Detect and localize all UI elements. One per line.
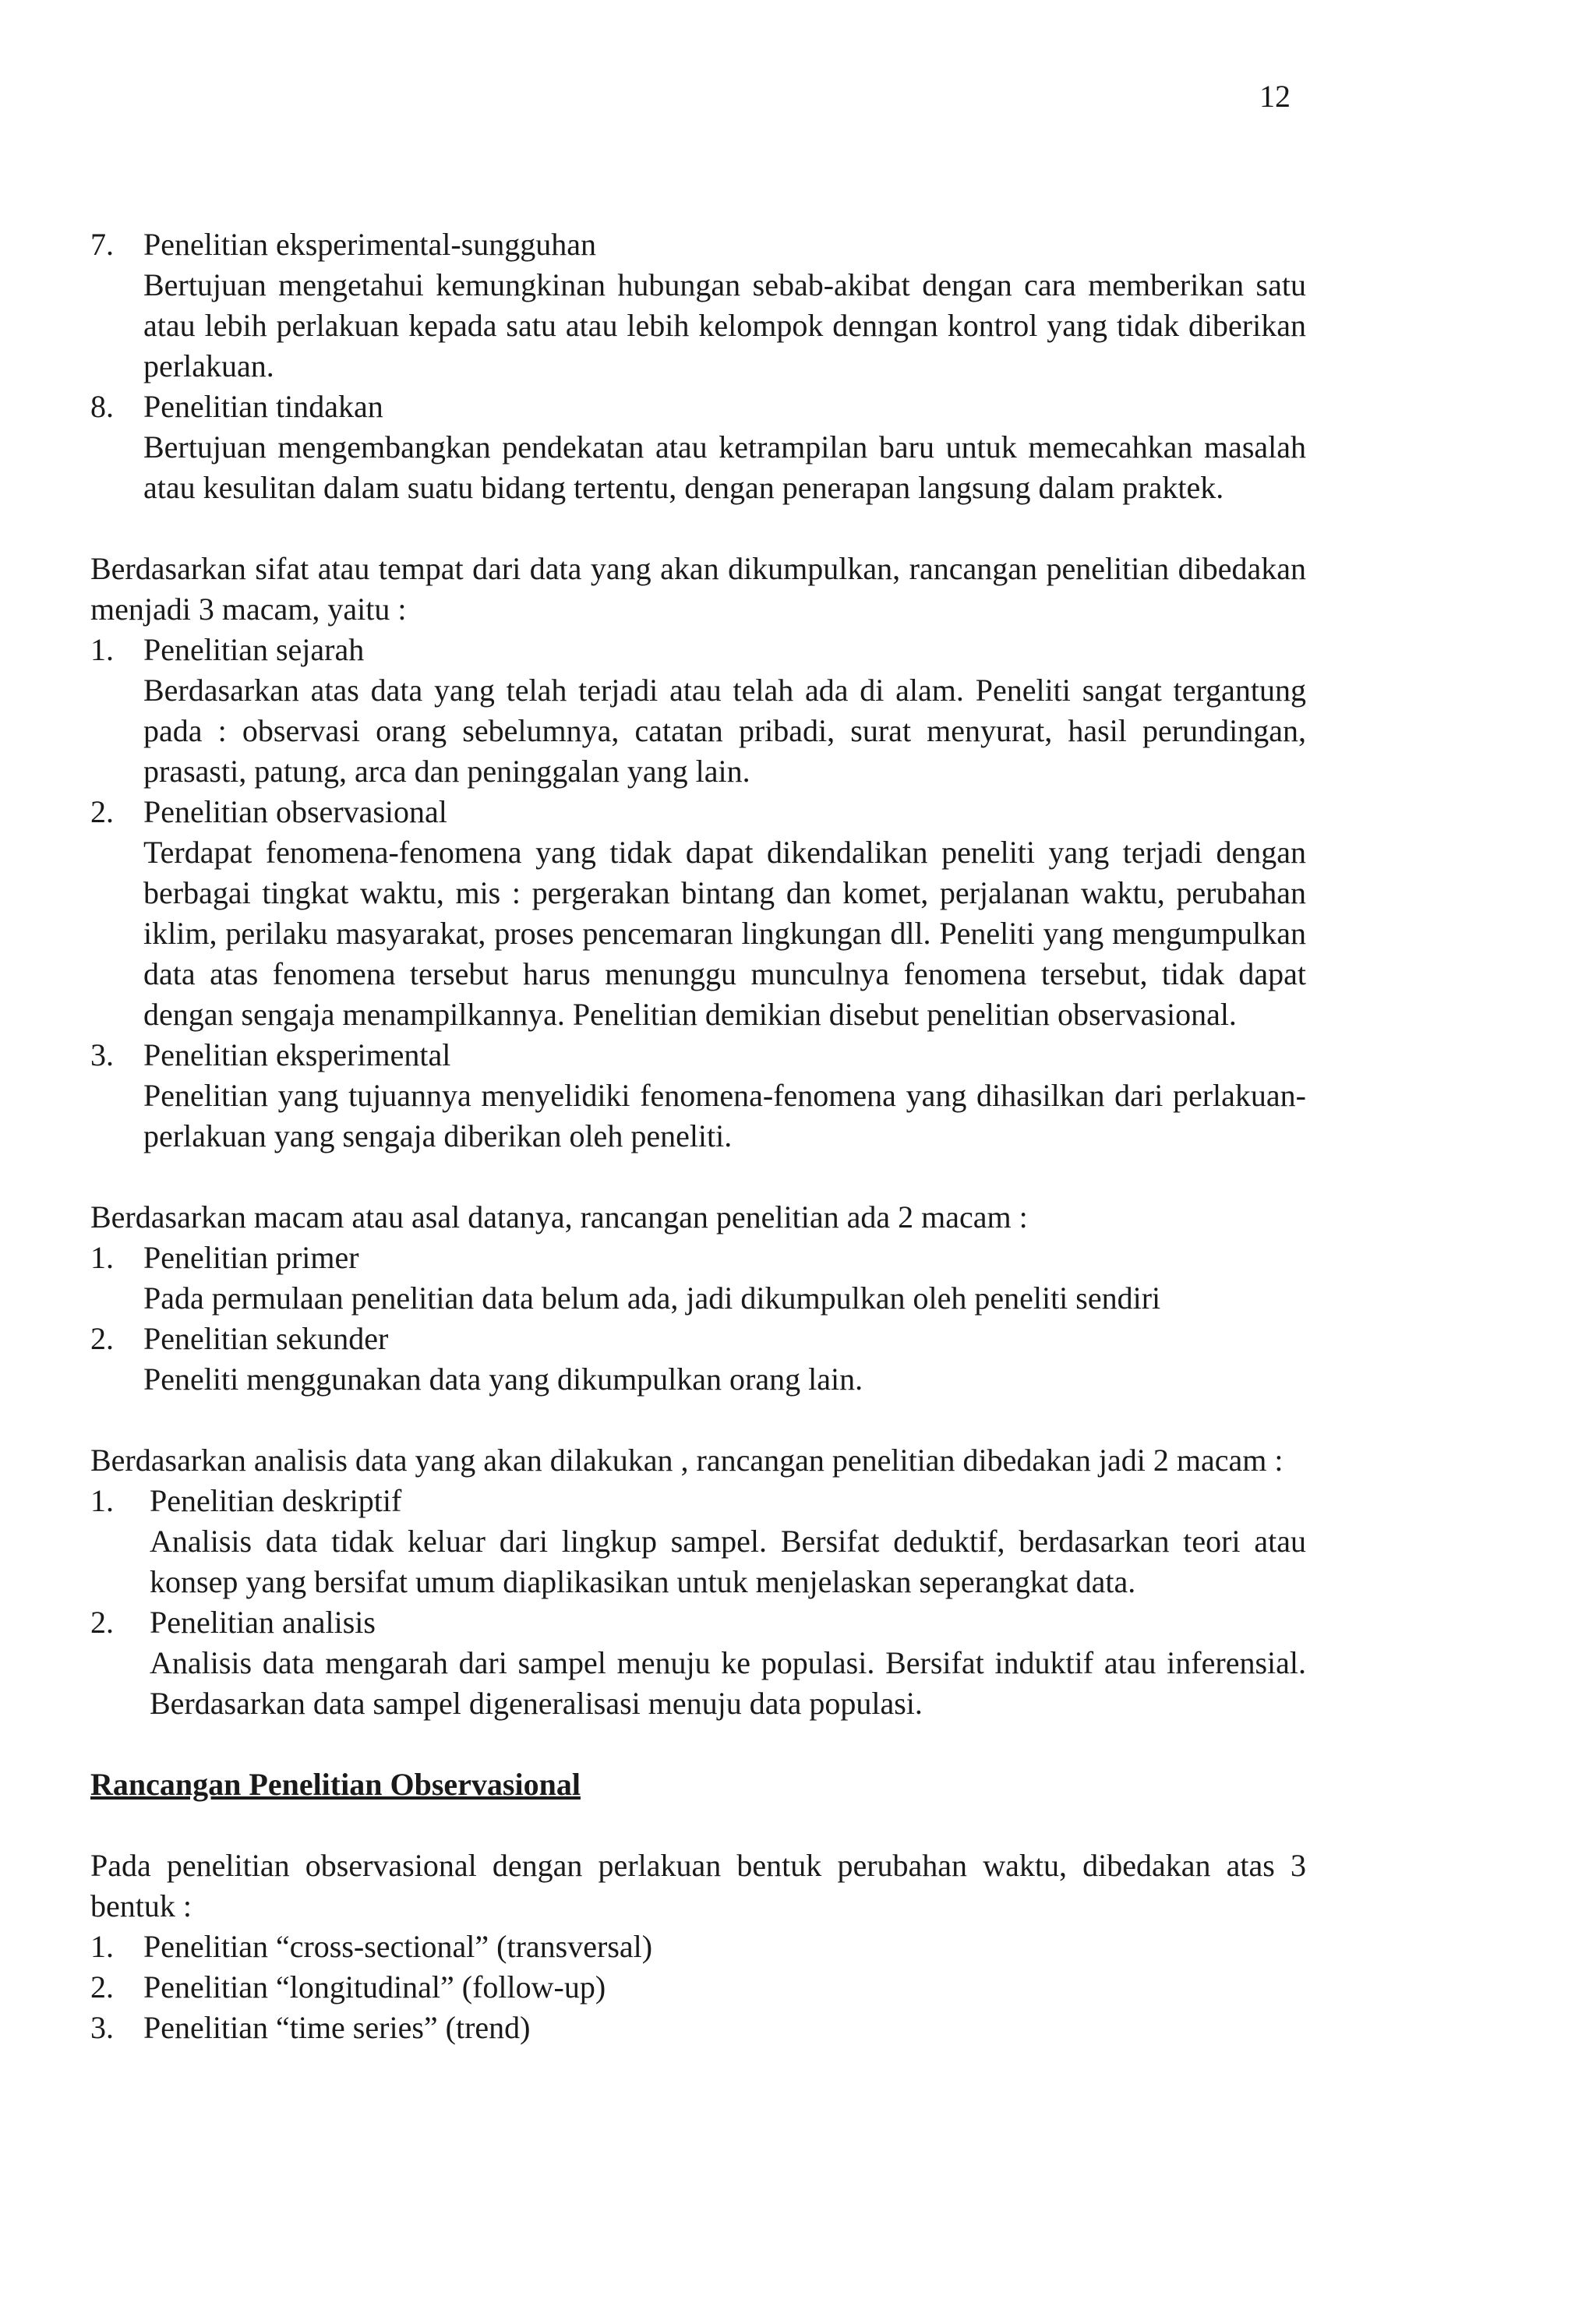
item-title: Penelitian analisis: [150, 1605, 376, 1640]
list-item: [90, 2008, 1306, 2048]
item-text: Penelitian “cross-sectional” (transversal): [143, 1929, 653, 1964]
intro-paragraph: Pada penelitian observasional dengan perlakuan bentuk perubahan waktu, dibedakan atas 3 bentuk :: [90, 1848, 1306, 1923]
item-number: 1.: [90, 1929, 114, 1964]
item-number: 2.: [90, 794, 114, 829]
item-number: 8.: [90, 389, 114, 424]
list-item: [90, 1481, 1306, 1602]
list-item: [90, 224, 1306, 387]
list-item: [90, 1967, 1306, 2008]
list-item: [90, 792, 1306, 1035]
list-item: [90, 1319, 1306, 1400]
section-heading: Rancangan Penelitian Observasional: [90, 1767, 581, 1802]
list-item: [90, 1927, 1306, 1967]
item-text: Penelitian “longitudinal” (follow-up): [143, 1969, 606, 2005]
item-number: 2.: [90, 1321, 114, 1356]
item-description: Berdasarkan atas data yang telah terjadi atau telah ada di alam. Peneliti sangat tergantung pada : observasi orang sebelumnya, catatan pribadi, surat menyurat, hasil perundingan, prasasti, patung, arca dan peninggalan yang lain.: [143, 673, 1306, 789]
item-description: Bertujuan mengetahui kemungkinan hubungan sebab-akibat dengan cara memberikan satu atau lebih perlakuan kepada satu atau lebih kelompok denngan kontrol yang tidak diberikan perlakuan.: [143, 267, 1306, 383]
intro-paragraph: Berdasarkan analisis data yang akan dilakukan , rancangan penelitian dibedakan jadi 2 macam :: [90, 1443, 1284, 1478]
item-number: 1.: [90, 1483, 114, 1518]
item-title: Penelitian sejarah: [143, 632, 365, 667]
list-item: [90, 1035, 1306, 1157]
list-item: [90, 387, 1306, 508]
item-description: Analisis data mengarah dari sampel menuju ke populasi. Bersifat induktif atau inferensial. Berdasarkan data sampel digeneralisasi menuju data populasi.: [150, 1645, 1306, 1721]
intro-paragraph: Berdasarkan sifat atau tempat dari data yang akan dikumpulkan, rancangan penelitian dibedakan menjadi 3 macam, yaitu :: [90, 551, 1306, 627]
item-title: Penelitian observasional: [143, 794, 447, 829]
item-description: Bertujuan mengembangkan pendekatan atau ketrampilan baru untuk memecahkan masalah atau kesulitan dalam suatu bidang tertentu, dengan penerapan langsung dalam praktek.: [143, 429, 1306, 505]
item-description: Analisis data tidak keluar dari lingkup sampel. Bersifat deduktif, berdasarkan teori atau konsep yang bersifat umum diaplikasikan untuk menjelaskan seperangkat data.: [150, 1524, 1306, 1599]
item-number: 3.: [90, 2010, 114, 2045]
item-title: Penelitian primer: [143, 1240, 359, 1275]
item-description: Pada permulaan penelitian data belum ada, jadi dikumpulkan oleh peneliti sendiri: [143, 1280, 1161, 1316]
item-number: 7.: [90, 227, 114, 262]
item-number: 3.: [90, 1037, 114, 1072]
item-number: 1.: [90, 632, 114, 667]
list-item: [90, 1602, 1306, 1724]
list-item: [90, 630, 1306, 792]
item-number: 1.: [90, 1240, 114, 1275]
item-description: Penelitian yang tujuannya menyelidiki fenomena-fenomena yang dihasilkan dari perlakuan-perlakuan yang sengaja diberikan oleh peneliti.: [143, 1078, 1306, 1153]
item-title: Penelitian sekunder: [143, 1321, 389, 1356]
item-title: Penelitian tindakan: [143, 389, 383, 424]
item-title: Penelitian eksperimental: [143, 1037, 451, 1072]
item-title: Penelitian eksperimental-sungguhan: [143, 227, 596, 262]
item-number: 2.: [90, 1605, 114, 1640]
item-description: Terdapat fenomena-fenomena yang tidak dapat dikendalikan peneliti yang terjadi dengan berbagai tingkat waktu, mis : pergerakan bintang dan komet, perjalanan waktu, perubahan iklim, perilaku masyarakat, proses pencemaran lingkungan dll. Peneliti yang mengumpulkan data atas fenomena tersebut harus menunggu munculnya fenomena tersebut, tidak dapat dengan sengaja menampilkannya. Penelitian demikian disebut penelitian observasional.: [143, 835, 1306, 1032]
item-number: 2.: [90, 1969, 114, 2005]
item-text: Penelitian “time series” (trend): [143, 2010, 531, 2045]
item-description: Peneliti menggunakan data yang dikumpulkan orang lain.: [143, 1362, 863, 1397]
page-number: 12: [1259, 79, 1291, 114]
list-item: [90, 1238, 1306, 1319]
intro-paragraph: Berdasarkan macam atau asal datanya, rancangan penelitian ada 2 macam :: [90, 1199, 1028, 1235]
page-content: [90, 224, 1306, 2048]
item-title: Penelitian deskriptif: [150, 1483, 402, 1518]
